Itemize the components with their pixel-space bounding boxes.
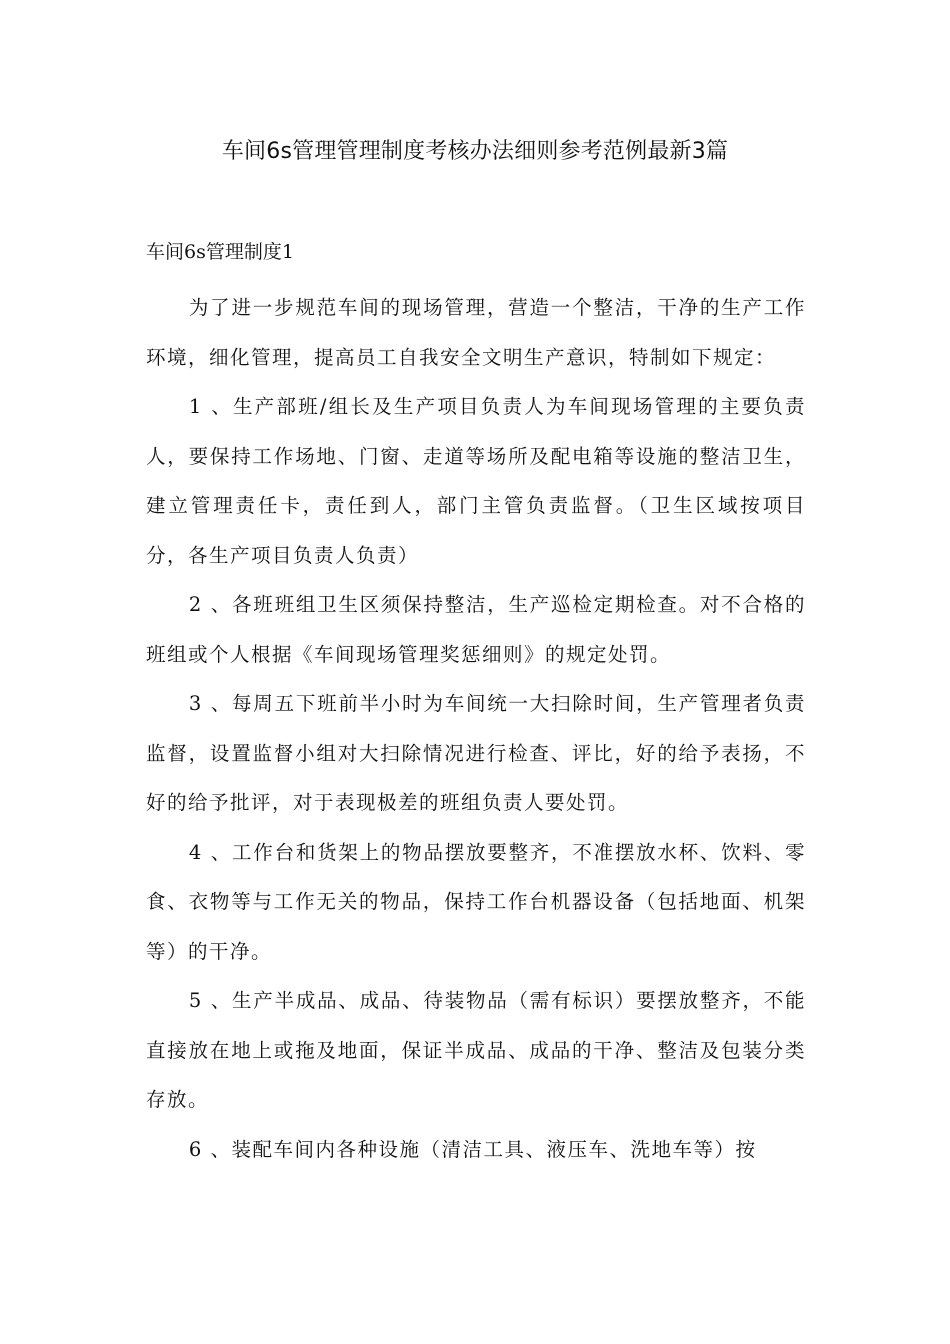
paragraph-rule-1: 1 、生产部班/组长及生产项目负责人为车间现场管理的主要负责人，要保持工作场地、门窗、走道等场所及配电箱等设施的整洁卫生，建立管理责任卡，责任到人，部门主管负责监督。（卫生区域按项目分，各生产项目负责人负责） — [146, 395, 806, 567]
paragraph-rule-5: 5 、生产半成品、成品、待装物品（需有标识）要摆放整齐，不能直接放在地上或拖及地面，保证半成品、成品的干净、整洁及包装分类存放。 — [146, 989, 806, 1111]
paragraph-intro: 为了进一步规范车间的现场管理，营造一个整洁，干净的生产工作环境，细化管理，提高员工自我安全文明生产意识，特制如下规定： — [146, 296, 806, 369]
section-heading: 车间6s管理制度1 — [146, 241, 294, 263]
paragraph-rule-6: 6 、装配车间内各种设施（清洁工具、液压车、洗地车等）按 — [188, 1137, 757, 1161]
document-title: 车间6s管理管理制度考核办法细则参考范例最新3篇 — [221, 139, 729, 164]
document-body — [146, 283, 806, 1174]
paragraph-rule-3: 3 、每周五下班前半小时为车间统一大扫除时间，生产管理者负责监督，设置监督小组对大扫除情况进行检查、评比，好的给予表扬，不好的给予批评，对于表现极差的班组负责人要处罚。 — [146, 692, 806, 814]
paragraph-rule-4: 4 、工作台和货架上的物品摆放要整齐，不准摆放水杯、饮料、零食、衣物等与工作无关的物品，保持工作台机器设备（包括地面、机架等）的干净。 — [146, 840, 806, 963]
paragraph-rule-2: 2 、各班班组卫生区须保持整洁，生产巡检定期检查。对不合格的班组或个人根据《车间现场管理奖惩细则》的规定处罚。 — [146, 593, 806, 666]
